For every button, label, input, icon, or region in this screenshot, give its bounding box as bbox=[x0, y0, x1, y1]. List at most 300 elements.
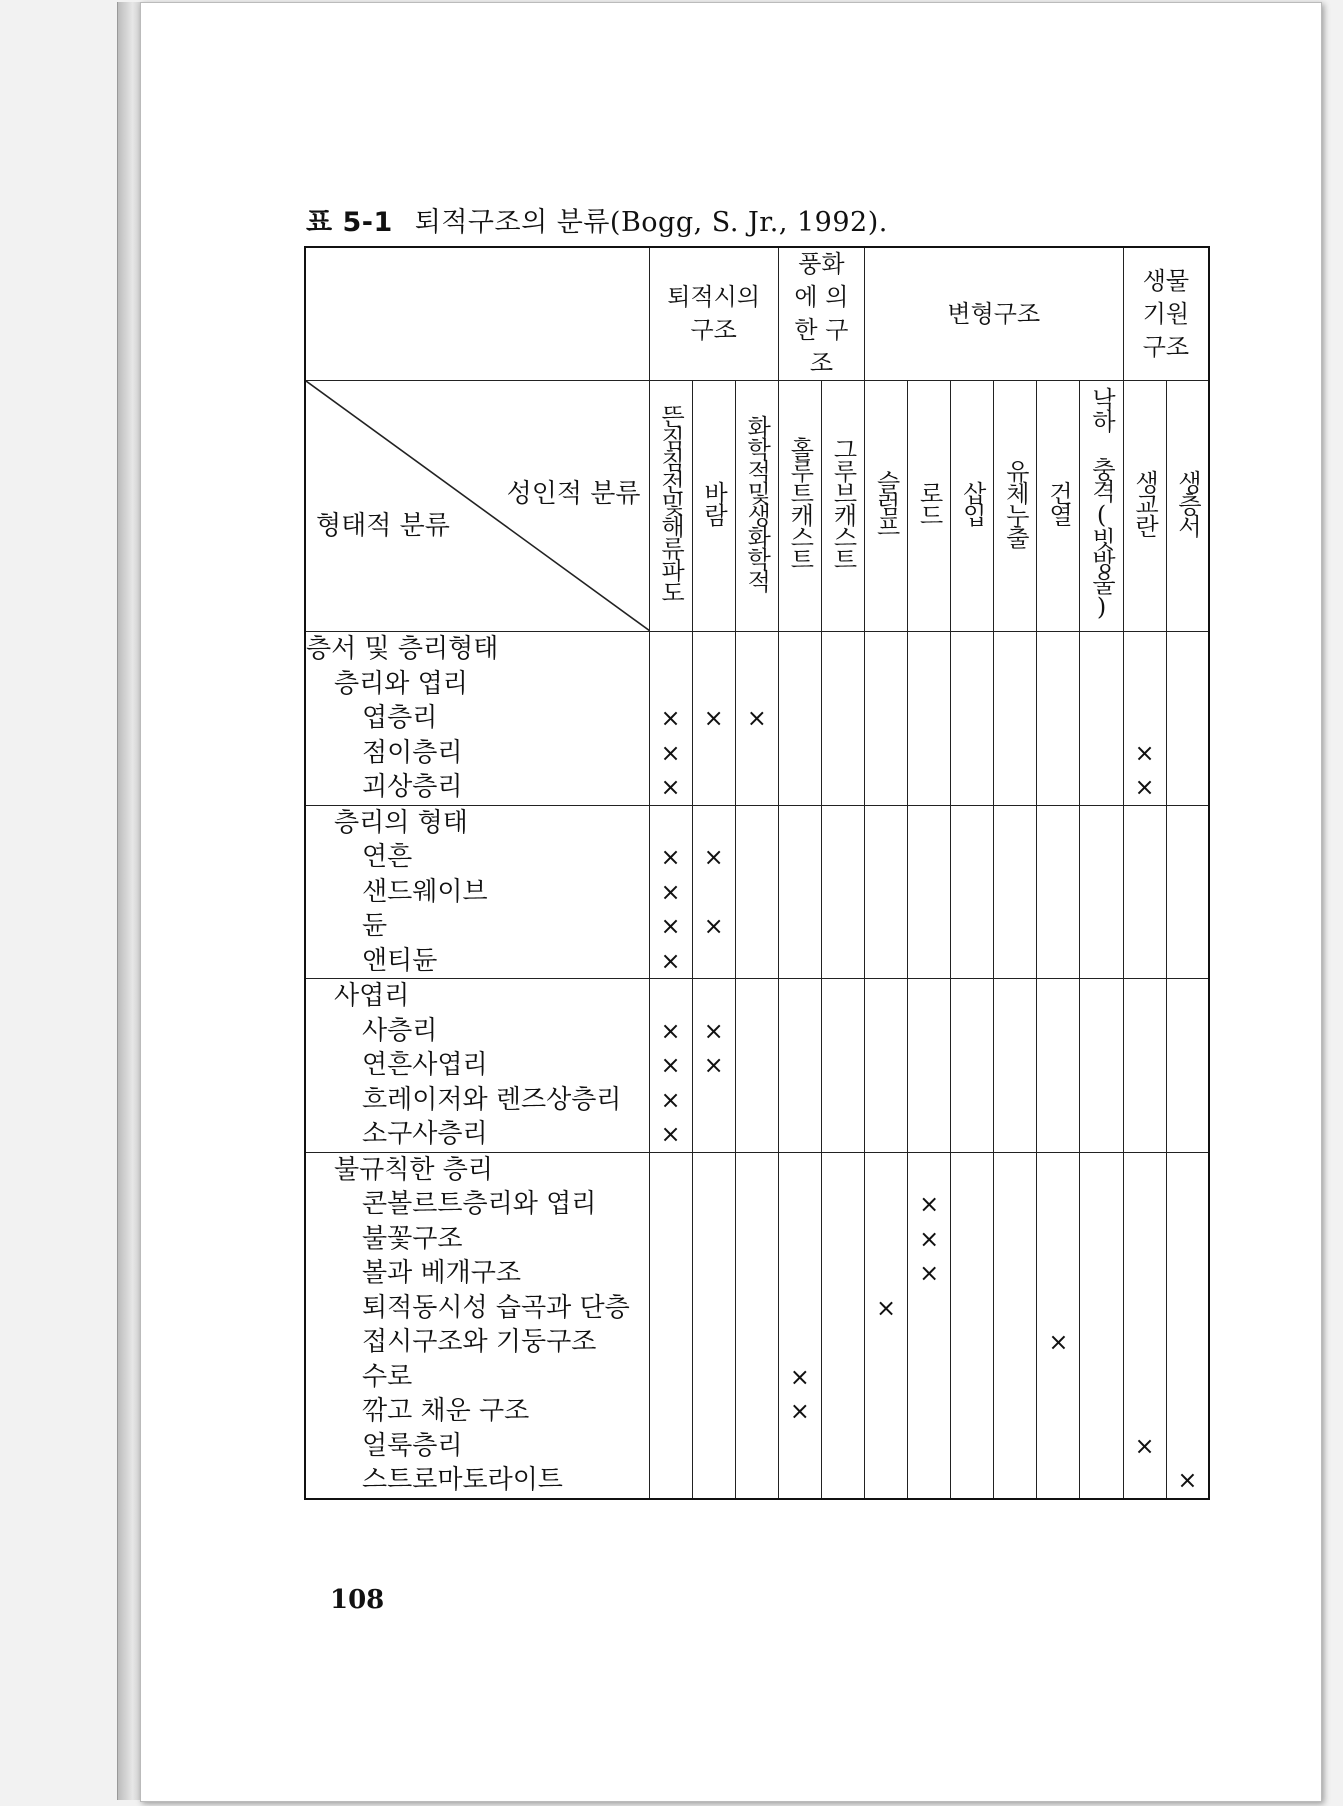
mark-slot bbox=[650, 1153, 692, 1188]
mark-slot bbox=[1167, 875, 1209, 910]
mark-slot bbox=[994, 1083, 1036, 1118]
mark-slot bbox=[865, 632, 907, 667]
mark-slot bbox=[693, 770, 735, 805]
mark-slot bbox=[736, 1394, 778, 1429]
mark-slot bbox=[865, 1014, 907, 1049]
x-mark: × bbox=[1048, 1328, 1069, 1356]
mark-slot bbox=[865, 1083, 907, 1118]
mark-slot bbox=[1037, 1394, 1079, 1429]
mark-slot bbox=[1037, 1360, 1079, 1395]
column-header bbox=[1037, 381, 1080, 632]
mark-slot bbox=[994, 1256, 1036, 1291]
mark-slot bbox=[650, 1187, 692, 1222]
mark-slot bbox=[908, 1014, 950, 1049]
mark-slot bbox=[693, 1187, 735, 1222]
row-label: 듄 bbox=[362, 911, 388, 941]
mark-slot bbox=[1124, 806, 1166, 841]
mark-column-cell bbox=[649, 1152, 692, 1499]
mark-slot bbox=[1167, 1394, 1209, 1429]
mark-slot bbox=[951, 1117, 993, 1152]
mark-slot bbox=[736, 1187, 778, 1222]
table-section bbox=[305, 1152, 1209, 1499]
mark-column-cell bbox=[865, 1152, 908, 1499]
mark-slot bbox=[736, 840, 778, 875]
mark-slot bbox=[994, 632, 1036, 667]
mark-slot bbox=[951, 1325, 993, 1360]
mark-slot bbox=[1167, 667, 1209, 702]
mark-slot bbox=[779, 770, 821, 805]
mark-slot bbox=[1124, 909, 1166, 944]
column-header-label: 생교란 bbox=[1130, 470, 1159, 536]
group-header-label: 풍화에 의한 구조 bbox=[794, 250, 849, 377]
mark-column-cell bbox=[865, 979, 908, 1153]
mark-slot bbox=[1080, 1153, 1122, 1188]
mark-column-cell bbox=[649, 632, 692, 806]
mark-slot bbox=[822, 806, 864, 841]
mark-slot bbox=[779, 1325, 821, 1360]
x-mark: × bbox=[660, 912, 681, 940]
mark-slot bbox=[822, 1222, 864, 1257]
mark-slot bbox=[865, 1222, 907, 1257]
mark-slot bbox=[1080, 667, 1122, 702]
mark-slot bbox=[736, 1153, 778, 1188]
mark-slot bbox=[650, 1463, 692, 1498]
mark-slot bbox=[1167, 1153, 1209, 1188]
mark-slot bbox=[1124, 632, 1166, 667]
mark-slot bbox=[650, 1256, 692, 1291]
mark-slot bbox=[822, 1463, 864, 1498]
mark-slot bbox=[1037, 1256, 1079, 1291]
mark-slot bbox=[1167, 770, 1209, 805]
mark-slot bbox=[1080, 1048, 1122, 1083]
mark-slot bbox=[1037, 1083, 1079, 1118]
row-label: 층서 및 층리형태 bbox=[306, 634, 499, 664]
mark-column-cell bbox=[821, 1152, 864, 1499]
mark-slot bbox=[951, 736, 993, 771]
mark-slot bbox=[650, 1360, 692, 1395]
mark-column-cell bbox=[1080, 1152, 1123, 1499]
mark-slot bbox=[994, 944, 1036, 979]
mark-slot bbox=[994, 1048, 1036, 1083]
mark-slot bbox=[865, 1048, 907, 1083]
mark-slot bbox=[693, 632, 735, 667]
mark-slot bbox=[1037, 806, 1079, 841]
mark-slot bbox=[951, 1048, 993, 1083]
mark-slot bbox=[1124, 979, 1166, 1014]
row-label: 콘볼르트층리와 엽리 bbox=[362, 1189, 597, 1219]
group-header bbox=[649, 247, 778, 381]
row-label: 볼과 베개구조 bbox=[362, 1258, 521, 1288]
x-mark: × bbox=[1134, 1431, 1155, 1460]
mark-slot bbox=[1037, 909, 1079, 944]
mark-slot bbox=[1037, 667, 1079, 702]
mark-slot bbox=[908, 667, 950, 702]
mark-slot bbox=[994, 1394, 1036, 1429]
mark-slot bbox=[951, 979, 993, 1014]
section-label-cell bbox=[305, 979, 649, 1153]
mark-column-cell bbox=[778, 805, 821, 979]
mark-column-cell bbox=[692, 979, 735, 1153]
mark-slot bbox=[693, 1394, 735, 1429]
mark-slot bbox=[1037, 979, 1079, 1014]
mark-slot bbox=[650, 979, 692, 1014]
mark-column-cell bbox=[1166, 1152, 1209, 1499]
group-header-label: 변형구조 bbox=[947, 299, 1041, 328]
section-label-cell bbox=[305, 805, 649, 979]
mark-slot bbox=[779, 1256, 821, 1291]
mark-slot bbox=[693, 806, 735, 841]
mark-slot bbox=[693, 1429, 735, 1464]
mark-slot bbox=[865, 770, 907, 805]
mark-column-cell bbox=[735, 979, 778, 1153]
column-header bbox=[908, 381, 951, 632]
mark-slot bbox=[951, 875, 993, 910]
mark-slot bbox=[865, 1429, 907, 1464]
column-header bbox=[994, 381, 1037, 632]
x-mark: × bbox=[660, 877, 681, 906]
mark-slot bbox=[951, 806, 993, 841]
row-label: 깎고 채운 구조 bbox=[362, 1396, 530, 1426]
mark-slot bbox=[908, 1394, 950, 1429]
mark-slot bbox=[865, 1463, 907, 1498]
mark-slot bbox=[951, 1394, 993, 1429]
mark-slot bbox=[650, 1325, 692, 1360]
mark-slot bbox=[779, 1463, 821, 1498]
mark-slot bbox=[908, 806, 950, 841]
mark-slot bbox=[1124, 1325, 1166, 1360]
row-label: 연흔사엽리 bbox=[362, 1050, 488, 1080]
mark-slot bbox=[1167, 944, 1209, 979]
mark-column-cell bbox=[1123, 632, 1166, 806]
row-label: 불꽃구조 bbox=[362, 1223, 463, 1254]
mark-slot bbox=[1037, 1014, 1079, 1049]
mark-slot bbox=[736, 1256, 778, 1291]
mark-slot bbox=[650, 1394, 692, 1429]
mark-slot bbox=[1124, 1187, 1166, 1222]
mark-slot bbox=[822, 1153, 864, 1188]
mark-column-cell bbox=[821, 805, 864, 979]
mark-slot bbox=[1080, 944, 1122, 979]
mark-slot bbox=[994, 1187, 1036, 1222]
table-section bbox=[305, 632, 1209, 806]
mark-slot bbox=[994, 1153, 1036, 1188]
mark-slot bbox=[1167, 1256, 1209, 1291]
mark-slot bbox=[736, 1360, 778, 1395]
x-mark: × bbox=[660, 704, 681, 732]
mark-column-cell bbox=[692, 632, 735, 806]
mark-column-cell bbox=[821, 632, 864, 806]
row-label: 수로 bbox=[362, 1361, 413, 1392]
mark-slot bbox=[1080, 1187, 1122, 1222]
mark-slot bbox=[951, 909, 993, 944]
mark-slot bbox=[1167, 840, 1209, 875]
column-header-label: 유체누출 bbox=[1001, 459, 1030, 547]
mark-slot bbox=[1080, 1463, 1122, 1498]
mark-slot bbox=[994, 1463, 1036, 1498]
mark-slot bbox=[736, 736, 778, 771]
mark-slot bbox=[994, 840, 1036, 875]
mark-slot bbox=[693, 1117, 735, 1152]
mark-slot bbox=[865, 979, 907, 1014]
x-mark: × bbox=[703, 843, 724, 871]
mark-slot bbox=[951, 840, 993, 875]
x-mark: × bbox=[875, 1293, 897, 1322]
mark-column-cell bbox=[649, 979, 692, 1153]
table-title: 퇴적구조의 분류(Bogg, S. Jr., 1992). bbox=[414, 207, 888, 238]
mark-slot bbox=[693, 979, 735, 1014]
mark-column-cell bbox=[1037, 979, 1080, 1153]
mark-slot bbox=[908, 1048, 950, 1083]
mark-slot bbox=[779, 875, 821, 910]
column-header bbox=[692, 381, 735, 632]
mark-slot bbox=[951, 1187, 993, 1222]
mark-column-cell bbox=[1166, 805, 1209, 979]
x-mark: × bbox=[919, 1224, 940, 1253]
mark-slot bbox=[908, 1463, 950, 1498]
mark-slot bbox=[951, 1463, 993, 1498]
mark-column-cell bbox=[1080, 632, 1123, 806]
mark-slot bbox=[994, 1222, 1036, 1257]
mark-slot bbox=[951, 770, 993, 805]
mark-slot bbox=[693, 1291, 735, 1326]
mark-slot bbox=[1167, 701, 1209, 736]
column-header-label: 그루브캐스트 bbox=[828, 437, 857, 569]
mark-slot bbox=[1124, 1394, 1166, 1429]
mark-slot bbox=[736, 1222, 778, 1257]
group-header-label: 퇴적시의 구조 bbox=[667, 283, 761, 344]
mark-slot bbox=[693, 736, 735, 771]
table-section bbox=[305, 979, 1209, 1153]
row-label: 사엽리 bbox=[334, 981, 410, 1011]
mark-slot bbox=[1167, 632, 1209, 667]
x-mark: × bbox=[660, 1016, 681, 1045]
x-mark: × bbox=[703, 912, 724, 940]
mark-slot bbox=[1080, 875, 1122, 910]
row-label: 엽층리 bbox=[362, 703, 438, 733]
mark-slot bbox=[779, 1083, 821, 1118]
mark-slot bbox=[650, 1291, 692, 1326]
mark-slot bbox=[1037, 1117, 1079, 1152]
mark-slot bbox=[1167, 1048, 1209, 1083]
mark-slot bbox=[994, 806, 1036, 841]
mark-column-cell bbox=[994, 805, 1037, 979]
mark-slot bbox=[865, 806, 907, 841]
mark-column-cell bbox=[1080, 979, 1123, 1153]
mark-slot bbox=[1080, 1360, 1122, 1395]
mark-slot bbox=[779, 979, 821, 1014]
mark-slot bbox=[908, 840, 950, 875]
mark-slot bbox=[951, 1291, 993, 1326]
mark-slot bbox=[1037, 770, 1079, 805]
mark-slot bbox=[951, 632, 993, 667]
mark-slot bbox=[736, 1117, 778, 1152]
x-mark: × bbox=[703, 1016, 724, 1045]
mark-slot bbox=[1167, 1222, 1209, 1257]
mark-column-cell bbox=[1123, 805, 1166, 979]
mark-slot bbox=[822, 1394, 864, 1429]
mark-slot bbox=[1124, 1014, 1166, 1049]
mark-column-cell bbox=[649, 805, 692, 979]
column-header-row bbox=[305, 381, 1209, 632]
mark-slot bbox=[693, 875, 735, 910]
mark-slot bbox=[822, 944, 864, 979]
mark-slot bbox=[736, 632, 778, 667]
mark-slot bbox=[779, 1117, 821, 1152]
mark-slot bbox=[779, 736, 821, 771]
mark-column-cell bbox=[735, 632, 778, 806]
mark-slot bbox=[1167, 1325, 1209, 1360]
mark-slot bbox=[1037, 1291, 1079, 1326]
mark-slot bbox=[865, 701, 907, 736]
x-mark: × bbox=[660, 946, 681, 975]
mark-slot bbox=[1124, 1360, 1166, 1395]
mark-slot bbox=[693, 1256, 735, 1291]
x-mark: × bbox=[1177, 1466, 1198, 1494]
row-label: 소구사층리 bbox=[362, 1119, 488, 1149]
mark-slot bbox=[736, 667, 778, 702]
mark-slot bbox=[779, 944, 821, 979]
mark-slot bbox=[1167, 1429, 1209, 1464]
row-label: 접시구조와 기둥구조 bbox=[362, 1327, 597, 1357]
mark-slot bbox=[779, 909, 821, 944]
x-mark: × bbox=[660, 773, 681, 801]
mark-slot bbox=[951, 1083, 993, 1118]
mark-slot bbox=[908, 1429, 950, 1464]
mark-slot bbox=[822, 770, 864, 805]
mark-column-cell bbox=[1037, 1152, 1080, 1499]
mark-slot bbox=[1167, 1117, 1209, 1152]
mark-slot bbox=[1124, 667, 1166, 702]
row-label: 샌드웨이브 bbox=[362, 876, 488, 907]
mark-column-cell bbox=[1123, 979, 1166, 1153]
mark-slot bbox=[650, 1222, 692, 1257]
column-header bbox=[821, 381, 864, 632]
mark-slot bbox=[779, 667, 821, 702]
mark-slot bbox=[1037, 1153, 1079, 1188]
mark-column-cell bbox=[994, 1152, 1037, 1499]
table-caption bbox=[306, 200, 888, 239]
mark-column-cell bbox=[994, 632, 1037, 806]
mark-slot bbox=[779, 632, 821, 667]
mark-slot bbox=[736, 806, 778, 841]
mark-slot bbox=[865, 1117, 907, 1152]
mark-slot bbox=[994, 875, 1036, 910]
mark-slot bbox=[908, 1153, 950, 1188]
mark-column-cell bbox=[951, 1152, 994, 1499]
mark-slot bbox=[908, 979, 950, 1014]
mark-slot bbox=[650, 632, 692, 667]
mark-slot bbox=[736, 1463, 778, 1498]
page-number: 108 bbox=[330, 1585, 385, 1615]
mark-slot bbox=[865, 1325, 907, 1360]
mark-column-cell bbox=[908, 805, 951, 979]
mark-slot bbox=[736, 944, 778, 979]
mark-slot bbox=[994, 667, 1036, 702]
mark-slot bbox=[822, 979, 864, 1014]
column-header bbox=[1080, 381, 1123, 632]
column-header-label: 낙하 충격(빗방울) bbox=[1087, 387, 1116, 619]
mark-slot bbox=[1124, 875, 1166, 910]
mark-slot bbox=[1167, 979, 1209, 1014]
mark-slot bbox=[693, 667, 735, 702]
mark-slot bbox=[865, 1187, 907, 1222]
mark-column-cell bbox=[778, 632, 821, 806]
mark-slot bbox=[1037, 1429, 1079, 1464]
mark-column-cell bbox=[778, 1152, 821, 1499]
mark-slot bbox=[1080, 1394, 1122, 1429]
mark-slot bbox=[1037, 944, 1079, 979]
x-mark: × bbox=[660, 843, 681, 871]
mark-slot bbox=[822, 1360, 864, 1395]
mark-slot bbox=[779, 806, 821, 841]
mark-slot bbox=[951, 1014, 993, 1049]
mark-slot bbox=[650, 806, 692, 841]
row-label: 흐레이저와 렌즈상층리 bbox=[362, 1084, 622, 1115]
x-mark: × bbox=[789, 1397, 810, 1425]
mark-slot bbox=[1080, 736, 1122, 771]
mark-slot bbox=[1080, 1429, 1122, 1464]
mark-slot bbox=[951, 1153, 993, 1188]
column-header-label: 건열 bbox=[1044, 481, 1073, 525]
mark-slot bbox=[951, 1360, 993, 1395]
mark-slot bbox=[1037, 1187, 1079, 1222]
mark-slot bbox=[779, 1153, 821, 1188]
mark-slot bbox=[779, 840, 821, 875]
column-header bbox=[1166, 381, 1209, 632]
corner-header bbox=[305, 381, 649, 632]
mark-slot bbox=[908, 1291, 950, 1326]
mark-slot bbox=[908, 944, 950, 979]
mark-slot bbox=[994, 909, 1036, 944]
mark-slot bbox=[994, 770, 1036, 805]
mark-slot bbox=[1124, 1291, 1166, 1326]
mark-column-cell bbox=[821, 979, 864, 1153]
mark-slot bbox=[951, 1256, 993, 1291]
column-header bbox=[951, 381, 994, 632]
mark-slot bbox=[994, 1429, 1036, 1464]
mark-slot bbox=[736, 979, 778, 1014]
mark-slot bbox=[693, 1222, 735, 1257]
table-number: 표 5-1 bbox=[306, 207, 393, 238]
mark-slot bbox=[822, 875, 864, 910]
mark-slot bbox=[693, 1153, 735, 1188]
mark-slot bbox=[1167, 1360, 1209, 1395]
column-header-label: 화학적및생화학적 bbox=[742, 415, 771, 591]
mark-column-cell bbox=[908, 1152, 951, 1499]
mark-slot bbox=[1167, 1083, 1209, 1118]
mark-slot bbox=[822, 1083, 864, 1118]
mark-slot bbox=[908, 875, 950, 910]
mark-slot bbox=[1080, 840, 1122, 875]
mark-slot bbox=[822, 840, 864, 875]
mark-slot bbox=[908, 770, 950, 805]
x-mark: × bbox=[1134, 773, 1155, 801]
mark-column-cell bbox=[1037, 805, 1080, 979]
x-mark: × bbox=[703, 1051, 724, 1079]
mark-column-cell bbox=[908, 979, 951, 1153]
mark-slot bbox=[736, 1048, 778, 1083]
mark-column-cell bbox=[951, 979, 994, 1153]
mark-slot bbox=[779, 1429, 821, 1464]
column-header bbox=[778, 381, 821, 632]
mark-column-cell bbox=[908, 632, 951, 806]
mark-slot bbox=[779, 1187, 821, 1222]
mark-slot bbox=[822, 701, 864, 736]
mark-slot bbox=[1080, 1083, 1122, 1118]
row-label: 앤티듄 bbox=[362, 945, 438, 976]
header-blank-cell bbox=[305, 247, 649, 381]
x-mark: × bbox=[919, 1190, 940, 1218]
